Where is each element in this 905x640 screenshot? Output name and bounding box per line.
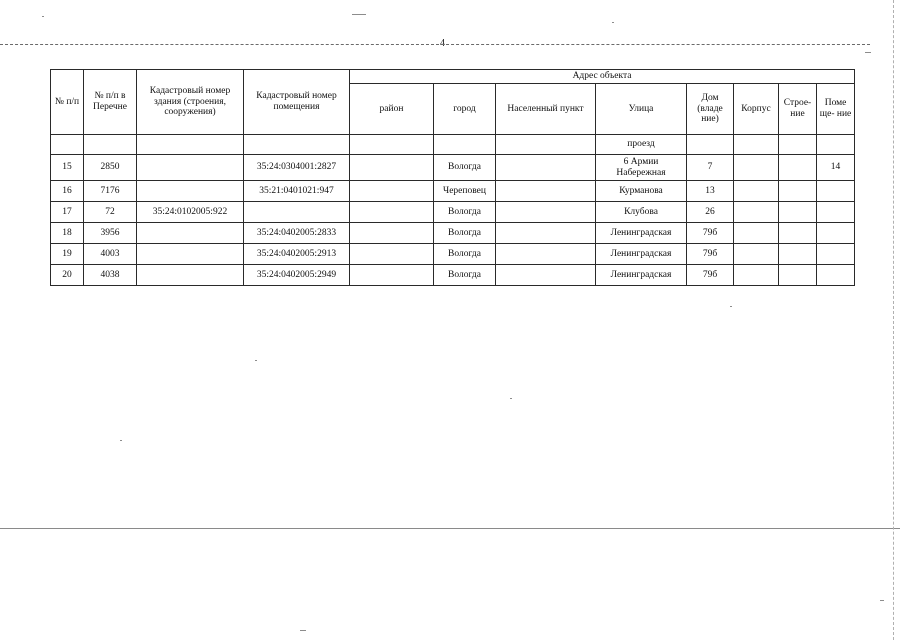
cell-house: 79б (687, 265, 734, 286)
header-settlement: Населенный пункт (496, 84, 596, 135)
header-korpus: Корпус (734, 84, 779, 135)
cell-building (779, 202, 817, 223)
header-building: Строе- ние (779, 84, 817, 135)
table-cell (434, 135, 496, 155)
header-street: Улица (596, 84, 687, 135)
table-row (51, 223, 855, 244)
cell-building-cadastral (137, 265, 244, 286)
cell-num: 17 (51, 202, 84, 223)
cell-korpus (734, 244, 779, 265)
scan-speck (352, 14, 366, 15)
cell-room (817, 202, 855, 223)
cell-settlement (496, 244, 596, 265)
table-row (51, 181, 855, 202)
table-row (51, 244, 855, 265)
header-house: Дом (владе ние) (687, 84, 734, 135)
header-room: Поме ще- ние (817, 84, 855, 135)
cell-list-num: 3956 (84, 223, 137, 244)
cell-room (817, 181, 855, 202)
cell-settlement (496, 155, 596, 181)
cell-street: Ленинградская (596, 223, 687, 244)
table-row (51, 265, 855, 286)
cell-house: 26 (687, 202, 734, 223)
cell-street: Ленинградская (596, 244, 687, 265)
cell-korpus (734, 202, 779, 223)
cell-building (779, 181, 817, 202)
scan-speck (612, 22, 614, 23)
table-cell (137, 135, 244, 155)
scan-speck (865, 52, 871, 53)
cell-building-cadastral (137, 181, 244, 202)
page-number: 4 (440, 38, 445, 49)
cell-street: Курманова (596, 181, 687, 202)
cell-building (779, 265, 817, 286)
header-address-group: Адрес объекта (350, 70, 855, 84)
cell-num: 19 (51, 244, 84, 265)
cell-street: 6 Армии Набережная (596, 155, 687, 181)
top-divider (0, 44, 870, 45)
cell-city: Вологда (434, 202, 496, 223)
objects-table (50, 69, 855, 286)
header-num: № п/п (51, 70, 84, 135)
cell-city: Вологда (434, 223, 496, 244)
cell-house: 79б (687, 223, 734, 244)
cell-num: 16 (51, 181, 84, 202)
scan-speck (42, 16, 44, 17)
scan-speck (730, 306, 732, 307)
cell-room-cadastral: 35:24:0304001:2827 (244, 155, 350, 181)
table-row (51, 155, 855, 181)
cell-room (817, 223, 855, 244)
cell-korpus (734, 265, 779, 286)
cell-district (350, 244, 434, 265)
cell-building (779, 244, 817, 265)
cell-room (817, 265, 855, 286)
cell-house: 7 (687, 155, 734, 181)
cell-district (350, 223, 434, 244)
cell-room-cadastral: 35:24:0402005:2913 (244, 244, 350, 265)
cell-district (350, 265, 434, 286)
cell-room-cadastral: 35:24:0402005:2833 (244, 223, 350, 244)
bottom-divider (0, 528, 900, 529)
cell-city: Вологда (434, 265, 496, 286)
cell-building-cadastral: 35:24:0102005:922 (137, 202, 244, 223)
cell-district (350, 155, 434, 181)
cell-settlement (496, 181, 596, 202)
table-cell (687, 135, 734, 155)
cell-room-cadastral (244, 202, 350, 223)
cell-num: 18 (51, 223, 84, 244)
table-cell (734, 135, 779, 155)
cell-list-num: 7176 (84, 181, 137, 202)
cell-building-cadastral (137, 155, 244, 181)
cell-district (350, 181, 434, 202)
scan-speck (510, 398, 512, 399)
scan-speck (880, 600, 884, 601)
cell-city: Череповец (434, 181, 496, 202)
scan-speck (120, 440, 122, 441)
cell-korpus (734, 155, 779, 181)
cell-house: 79б (687, 244, 734, 265)
cell-num: 15 (51, 155, 84, 181)
cell-building (779, 155, 817, 181)
cell-list-num: 72 (84, 202, 137, 223)
street-type-row (51, 135, 855, 155)
table-cell (817, 135, 855, 155)
cell-building-cadastral (137, 223, 244, 244)
cell-building (779, 223, 817, 244)
cell-city: Вологда (434, 244, 496, 265)
table-cell (51, 135, 84, 155)
cell-korpus (734, 181, 779, 202)
table-row (51, 202, 855, 223)
cell-room-cadastral: 35:21:0401021:947 (244, 181, 350, 202)
table-cell (779, 135, 817, 155)
table-cell (84, 135, 137, 155)
header-district: район (350, 84, 434, 135)
scan-speck (300, 630, 306, 631)
cell-list-num: 4038 (84, 265, 137, 286)
cell-settlement (496, 223, 596, 244)
table-cell (244, 135, 350, 155)
cell-settlement (496, 202, 596, 223)
header-city: город (434, 84, 496, 135)
cell-street: Ленинградская (596, 265, 687, 286)
cell-list-num: 2850 (84, 155, 137, 181)
table-cell (496, 135, 596, 155)
header-list-num: № п/п в Перечне (84, 70, 137, 135)
cell-list-num: 4003 (84, 244, 137, 265)
header-building-cadastral: Кадастровый номер здания (строения, сооружения) (137, 70, 244, 135)
header-room-cadastral: Кадастровый номер помещения (244, 70, 350, 135)
cell-house: 13 (687, 181, 734, 202)
cell-num: 20 (51, 265, 84, 286)
cell-room-cadastral: 35:24:0402005:2949 (244, 265, 350, 286)
cell-district (350, 202, 434, 223)
street-type-cell: проезд (596, 135, 687, 155)
scan-edge (893, 0, 894, 640)
cell-room: 14 (817, 155, 855, 181)
cell-korpus (734, 223, 779, 244)
cell-settlement (496, 265, 596, 286)
cell-building-cadastral (137, 244, 244, 265)
scan-speck (255, 360, 257, 361)
table-cell (350, 135, 434, 155)
cell-city: Вологда (434, 155, 496, 181)
cell-street: Клубова (596, 202, 687, 223)
cell-room (817, 244, 855, 265)
